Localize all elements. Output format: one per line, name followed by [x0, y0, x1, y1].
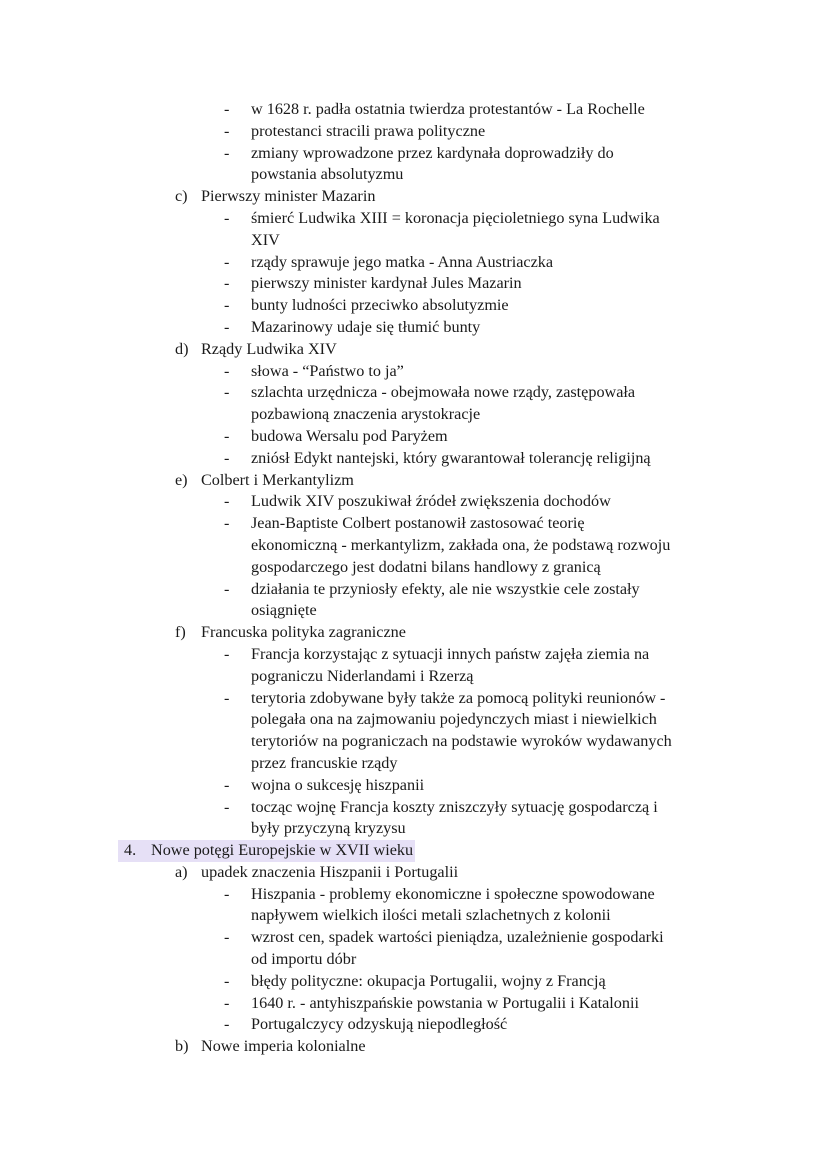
bullet-item: [0, 143, 828, 165]
bullet-item: [0, 971, 828, 993]
bullet-continuation: [0, 230, 828, 252]
dash-bullet-icon: -: [224, 208, 230, 227]
subsection-marker: e): [175, 470, 188, 489]
dash-bullet-icon: -: [224, 274, 230, 293]
continuation-text: polegała ona na zajmowaniu pojedynczych miast i niewielkich: [251, 710, 657, 729]
subsection-marker: f): [175, 623, 186, 642]
subsection-marker: a): [175, 862, 188, 881]
bullet-text: zmiany wprowadzone przez kardynała doprowadziły do: [251, 143, 614, 162]
bullet-item: [0, 252, 828, 274]
bullet-text: Mazarinowy udaje się tłumić bunty: [251, 317, 481, 336]
subsection-title: Colbert i Merkantylizm: [201, 470, 354, 489]
bullet-text: zniósł Edykt nantejski, który gwarantował tolerancję religijną: [251, 448, 651, 467]
subsection-marker: b): [175, 1037, 189, 1056]
bullet-text: Portugalczycy odzyskują niepodległość: [251, 1015, 508, 1034]
bullet-text: w 1628 r. padła ostatnia twierdza protestantów - La Rochelle: [251, 100, 645, 118]
continuation-text: terytoriów na pograniczach na podstawie wyroków wydawanych: [251, 732, 672, 751]
bullet-text: Jean-Baptiste Colbert postanowił zastosować teorię: [251, 514, 585, 533]
bullet-item: [0, 208, 828, 230]
dash-bullet-icon: -: [224, 579, 230, 598]
subsection-title: Nowe imperia kolonialne: [201, 1037, 366, 1056]
bullet-text: wojna o sukcesję hiszpanii: [251, 775, 425, 794]
bullet-item: [0, 993, 828, 1015]
dash-bullet-icon: -: [224, 121, 230, 140]
bullet-text: budowa Wersalu pod Paryżem: [251, 426, 448, 445]
bullet-text: wzrost cen, spadek wartości pieniądza, uzależnienie gospodarki: [251, 928, 664, 947]
bullet-continuation: [0, 949, 828, 971]
bullet-text: rządy sprawuje jego matka - Anna Austriaczka: [251, 252, 554, 271]
subsection-heading: [0, 186, 828, 208]
bullet-item: [0, 317, 828, 339]
subsection-title: Francuska polityka zagraniczne: [201, 623, 406, 642]
continuation-text: przez francuskie rządy: [251, 753, 398, 772]
dash-bullet-icon: -: [224, 644, 230, 663]
dash-bullet-icon: -: [224, 361, 230, 380]
continuation-text: osiągnięte: [251, 601, 317, 620]
bullet-continuation: [0, 666, 828, 688]
continuation-text: gospodarczego jest dodatni bilans handlowy z granicą: [251, 557, 601, 576]
bullet-item: [0, 797, 828, 819]
bullet-text: bunty ludności przeciwko absolutyzmie: [251, 296, 509, 315]
bullet-text: protestanci stracili prawa polityczne: [251, 121, 486, 140]
section-number: 4.: [124, 841, 137, 860]
bullet-text: szlachta urzędnicza - obejmowała nowe rządy, zastępowała: [251, 383, 636, 402]
bullet-item: [0, 688, 828, 710]
bullet-text: Hiszpania - problemy ekonomiczne i społeczne spowodowane: [251, 884, 655, 903]
dash-bullet-icon: -: [224, 143, 230, 162]
dash-bullet-icon: -: [224, 971, 230, 990]
continuation-text: pograniczu Niderlandami i Rzerzą: [251, 666, 474, 685]
section-heading: [0, 840, 828, 862]
dash-bullet-icon: -: [224, 100, 230, 118]
dash-bullet-icon: -: [224, 1015, 230, 1034]
bullet-continuation: [0, 600, 828, 622]
dash-bullet-icon: -: [224, 492, 230, 511]
bullet-item: [0, 273, 828, 295]
dash-bullet-icon: -: [224, 426, 230, 445]
bullet-text: Ludwik XIV poszukiwał źródeł zwiększenia dochodów: [251, 492, 611, 511]
dash-bullet-icon: -: [224, 383, 230, 402]
bullet-text: Francja korzystając z sytuacji innych państw zajęła ziemia na: [251, 644, 650, 663]
dash-bullet-icon: -: [224, 296, 230, 315]
document-page: [0, 99, 828, 1058]
bullet-text: śmierć Ludwika XIII = koronacja pięcioletniego syna Ludwika: [251, 208, 660, 227]
bullet-item: [0, 775, 828, 797]
bullet-item: [0, 644, 828, 666]
section-title: Nowe potęgi Europejskie w XVII wieku: [151, 841, 414, 860]
dash-bullet-icon: -: [224, 884, 230, 903]
bullet-continuation: [0, 818, 828, 840]
bullet-item: [0, 491, 828, 513]
bullet-continuation: [0, 557, 828, 579]
dash-bullet-icon: -: [224, 252, 230, 271]
bullet-item: [0, 295, 828, 317]
subsection-heading: [0, 622, 828, 644]
dash-bullet-icon: -: [224, 514, 230, 533]
bullet-item: [0, 579, 828, 601]
subsection-heading: [0, 862, 828, 884]
subsection-heading: [0, 470, 828, 492]
continuation-text: były przyczyną kryzysu: [251, 819, 406, 838]
bullet-text: 1640 r. - antyhiszpańskie powstania w Portugalii i Katalonii: [251, 993, 639, 1012]
continuation-text: napływem wielkich ilości metali szlachetnych z kolonii: [251, 906, 611, 925]
bullet-text: działania te przyniosły efekty, ale nie wszystkie cele zostały: [251, 579, 640, 598]
bullet-item: [0, 426, 828, 448]
continuation-text: ekonomiczną - merkantylizm, zakłada ona, że podstawą rozwoju: [251, 535, 671, 554]
bullet-continuation: [0, 731, 828, 753]
dash-bullet-icon: -: [224, 993, 230, 1012]
subsection-heading: [0, 1036, 828, 1058]
continuation-text: pozbawioną znaczenia arystokracje: [251, 405, 481, 424]
subsection-title: Rządy Ludwika XIV: [201, 339, 337, 358]
bullet-item: [0, 448, 828, 470]
bullet-continuation: [0, 404, 828, 426]
dash-bullet-icon: -: [224, 317, 230, 336]
subsection-title: Pierwszy minister Mazarin: [201, 187, 376, 206]
bullet-item: [0, 121, 828, 143]
bullet-continuation: [0, 709, 828, 731]
bullet-continuation: [0, 905, 828, 927]
subsection-marker: d): [175, 339, 189, 358]
dash-bullet-icon: -: [224, 775, 230, 794]
bullet-item: [0, 927, 828, 949]
bullet-item: [0, 99, 828, 121]
dash-bullet-icon: -: [224, 928, 230, 947]
subsection-marker: c): [175, 187, 188, 206]
continuation-text: od importu dóbr: [251, 950, 357, 969]
bullet-continuation: [0, 164, 828, 186]
subsection-title: upadek znaczenia Hiszpanii i Portugalii: [201, 862, 459, 881]
bullet-continuation: [0, 753, 828, 775]
bullet-item: [0, 361, 828, 383]
bullet-text: błędy polityczne: okupacja Portugalii, wojny z Francją: [251, 971, 606, 990]
subsection-heading: [0, 339, 828, 361]
bullet-text: tocząc wojnę Francja koszty zniszczyły sytuację gospodarczą i: [251, 797, 658, 816]
dash-bullet-icon: -: [224, 797, 230, 816]
dash-bullet-icon: -: [224, 448, 230, 467]
bullet-item: [0, 1014, 828, 1036]
dash-bullet-icon: -: [224, 688, 230, 707]
bullet-item: [0, 513, 828, 535]
bullet-continuation: [0, 535, 828, 557]
bullet-text: słowa - “Państwo to ja”: [251, 361, 404, 380]
bullet-item: [0, 884, 828, 906]
bullet-text: pierwszy minister kardynał Jules Mazarin: [251, 274, 522, 293]
continuation-text: XIV: [251, 230, 280, 249]
continuation-text: powstania absolutyzmu: [251, 165, 404, 184]
bullet-item: [0, 382, 828, 404]
bullet-text: terytoria zdobywane były także za pomocą polityki reunionów -: [251, 688, 666, 707]
